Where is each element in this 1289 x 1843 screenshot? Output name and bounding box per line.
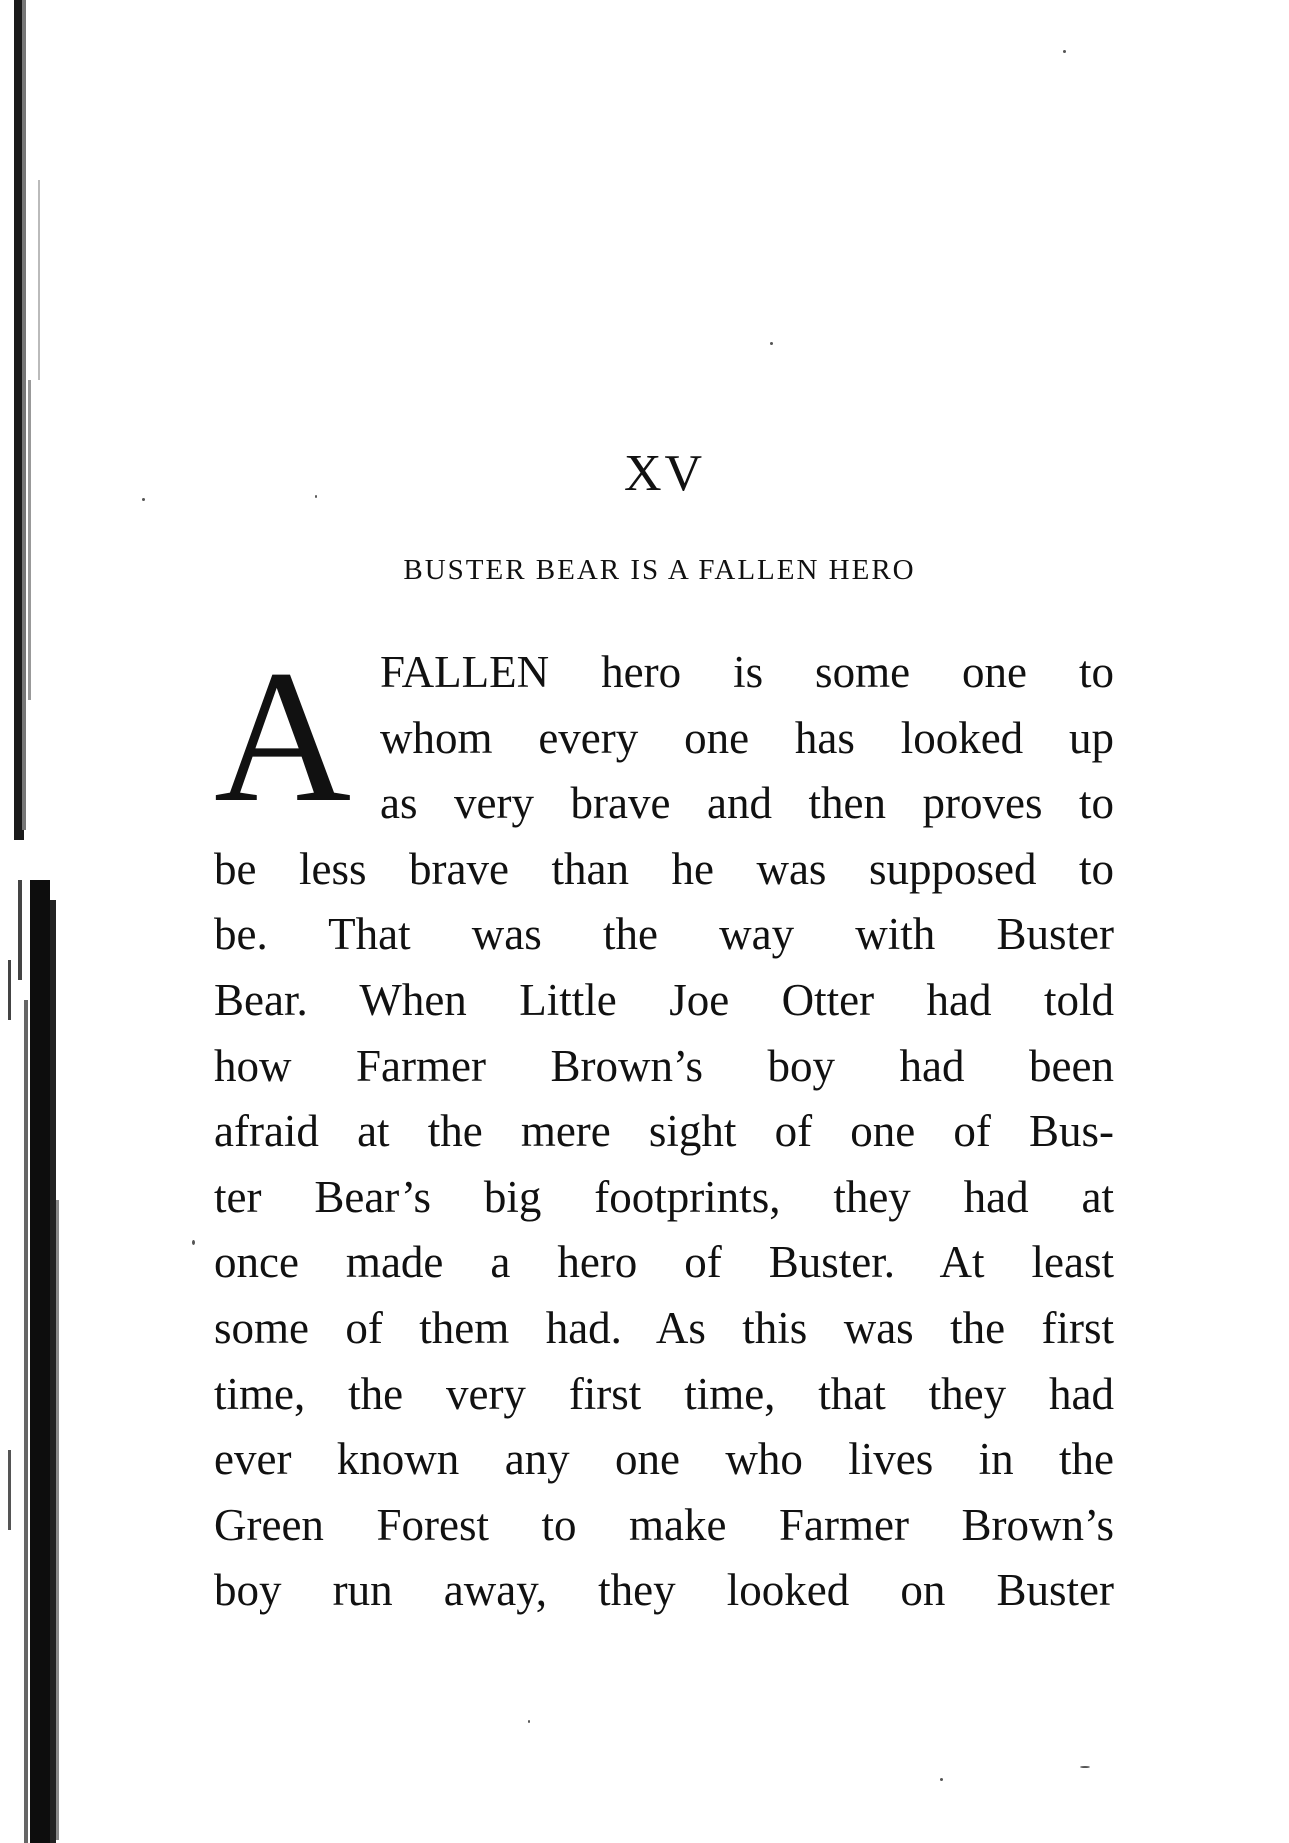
text-line: Bear. When Little Joe Otter had told	[214, 974, 1114, 1025]
text-line: be less brave than he was supposed to	[214, 843, 1114, 894]
text-line: Green Forest to make Farmer Brown’s	[214, 1499, 1114, 1550]
text-line: whom every one has looked up	[380, 712, 1114, 763]
text-line: once made a hero of Buster. At least	[214, 1237, 1114, 1288]
scan-speck	[940, 1778, 943, 1781]
scan-speck	[1080, 1766, 1090, 1768]
scan-speck	[1063, 50, 1066, 53]
text-line: ever known any one who lives in the	[214, 1434, 1114, 1485]
chapter-title: BUSTER BEAR IS A FALLEN HERO	[403, 554, 916, 586]
text-line: as very brave and then proves to	[380, 778, 1114, 829]
chapter-number: XV	[623, 445, 706, 502]
text-line: afraid at the mere sight of one of Bus-	[214, 1106, 1114, 1157]
binding-edge-shadow	[0, 0, 74, 1843]
text-line: how Farmer Brown’s boy had been	[214, 1040, 1114, 1091]
text-line: some of them had. As this was the first	[214, 1302, 1114, 1353]
text-line: boy run away, they looked on Buster	[214, 1565, 1114, 1616]
scan-speck	[192, 1240, 195, 1245]
text-line: be. That was the way with Buster	[214, 909, 1114, 960]
drop-cap: A	[214, 632, 352, 842]
scan-speck	[770, 342, 773, 345]
text-line: ter Bear’s big footprints, they had at	[214, 1171, 1114, 1222]
text-line: FALLEN hero is some one to	[380, 647, 1114, 697]
scan-speck	[528, 1720, 530, 1723]
body-paragraph	[214, 632, 1114, 1624]
text-line: time, the very first time, that they had	[214, 1368, 1114, 1419]
